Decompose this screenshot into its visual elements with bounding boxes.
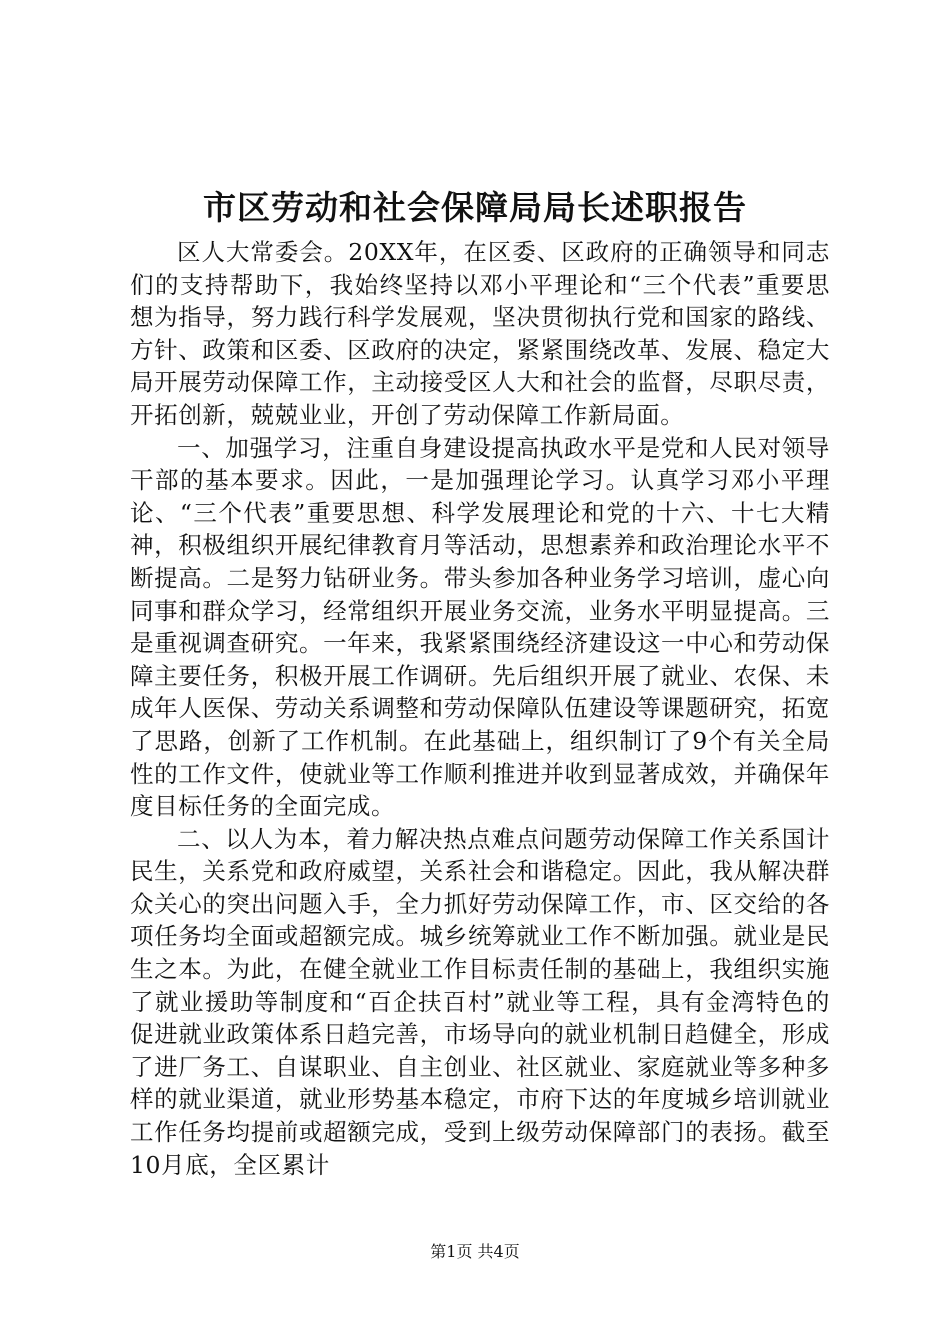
page-footer: 第1页 共4页 — [430, 1242, 520, 1261]
document-body — [130, 236, 830, 1181]
paragraph-section-2: 二、以人为本，着力解决热点难点问题劳动保障工作关系国计民生，关系党和政府威望，关系社会和谐稳定。因此，我从解决群众关心的突出问题入手，全力抓好劳动保障工作，市、区交给的各项任务均全面或超额完成。城乡统筹就业工作不断加强。就业是民生之本。为此，在健全就业工作目标责任制的基础上，我组织实施了就业援助等制度和“百企扶百村”就业等工程，具有金湾特色的促进就业政策体系日趋完善，市场导向的就业机制日趋健全，形成了进厂务工、自谋职业、自主创业、社区就业、家庭就业等多种多样的就业渠道，就业形势基本稳定，市府下达的年度城乡培训就业工作任务均提前或超额完成，受到上级劳动保障部门的表扬。截至10月底，全区累计 — [130, 824, 830, 1179]
paragraph-section-1: 一、加强学习，注重自身建设提高执政水平是党和人民对领导干部的基本要求。因此，一是加强理论学习。认真学习邓小平理论、“三个代表”重要思想、科学发展理论和党的十六、十七大精神，积极组织开展纪律教育月等活动，思想素养和政治理论水平不断提高。二是努力钻研业务。带头参加各种业务学习培训，虚心向同事和群众学习，经常组织开展业务交流，业务水平明显提高。三是重视调查研究。一年来，我紧紧围绕经济建设这一中心和劳动保障主要任务，积极开展工作调研。先后组织开展了就业、农保、未成年人医保、劳动关系调整和劳动保障队伍建设等课题研究，拓宽了思路，创新了工作机制。在此基础上，组织制订了9个有关全局性的工作文件，使就业等工作顺利推进并收到显著成效，并确保年度目标任务的全面完成。 — [130, 433, 830, 821]
document-title: 市区劳动和社会保障局局长述职报告 — [203, 188, 747, 227]
paragraph-intro: 区人大常委会。20XX年，在区委、区政府的正确领导和同志们的支持帮助下，我始终坚持以邓小平理论和“三个代表”重要思想为指导，努力践行科学发展观，坚决贯彻执行党和国家的路线、方针、政策和区委、区政府的决定，紧紧围绕改革、发展、稳定大局开展劳动保障工作，主动接受区人大和社会的监督，尽职尽责，开拓创新，兢兢业业，开创了劳动保障工作新局面。 — [130, 238, 830, 429]
